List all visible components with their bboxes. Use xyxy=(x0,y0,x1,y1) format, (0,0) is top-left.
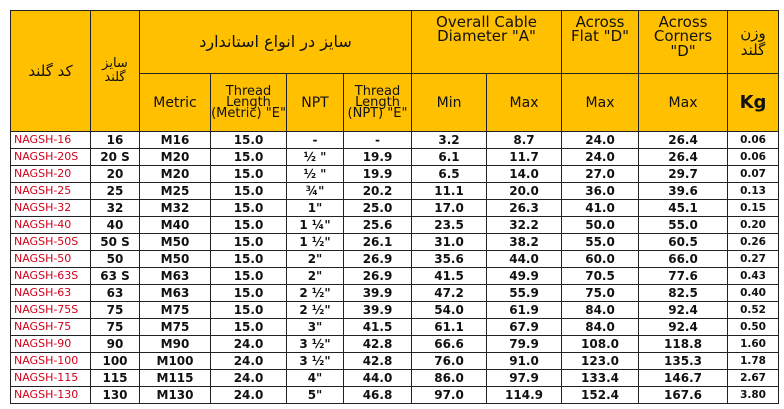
metric-cell: M130 xyxy=(140,387,211,404)
metric-cell: M115 xyxy=(140,370,211,387)
across-corners-max-cell: 39.6 xyxy=(639,183,728,200)
thread-length-npt-cell: 44.0 xyxy=(344,370,412,387)
diameter-min-cell: 54.0 xyxy=(412,302,487,319)
spec-table-container xyxy=(10,10,779,404)
gland-size-cell: 75 xyxy=(91,319,140,336)
diameter-max-cell: 14.0 xyxy=(487,166,562,183)
across-corners-max-cell: 146.7 xyxy=(639,370,728,387)
header-thread-length-npt-label: Thread Length (NPT) "E" xyxy=(347,83,408,122)
weight-kg-cell: 1.78 xyxy=(728,353,779,370)
table-row xyxy=(11,268,779,285)
across-flat-max-cell: 24.0 xyxy=(562,132,639,149)
across-corners-max-cell: 135.3 xyxy=(639,353,728,370)
thread-length-metric-cell: 15.0 xyxy=(211,285,287,302)
metric-cell: M63 xyxy=(140,268,211,285)
thread-length-npt-cell: 39.9 xyxy=(344,285,412,302)
gland-code-cell: NAGSH-100 xyxy=(11,353,91,370)
across-flat-max-cell: 36.0 xyxy=(562,183,639,200)
gland-size-cell: 115 xyxy=(91,370,140,387)
diameter-max-cell: 61.9 xyxy=(487,302,562,319)
gland-size-cell: 50 xyxy=(91,251,140,268)
weight-kg-cell: 0.27 xyxy=(728,251,779,268)
weight-kg-cell: 1.60 xyxy=(728,336,779,353)
diameter-min-cell: 41.5 xyxy=(412,268,487,285)
table-row xyxy=(11,132,779,149)
thread-length-npt-cell: 20.2 xyxy=(344,183,412,200)
thread-length-npt-cell: 26.1 xyxy=(344,234,412,251)
table-row xyxy=(11,149,779,166)
diameter-max-cell: 44.0 xyxy=(487,251,562,268)
thread-length-metric-cell: 24.0 xyxy=(211,353,287,370)
diameter-max-cell: 55.9 xyxy=(487,285,562,302)
diameter-max-cell: 67.9 xyxy=(487,319,562,336)
header-kg: Kg xyxy=(728,74,779,132)
gland-code-cell: NAGSH-63S xyxy=(11,268,91,285)
metric-cell: M20 xyxy=(140,149,211,166)
across-corners-max-cell: 92.4 xyxy=(639,319,728,336)
header-max-diameter: Max xyxy=(487,74,562,132)
thread-length-metric-cell: 15.0 xyxy=(211,319,287,336)
header-min: Min xyxy=(412,74,487,132)
across-corners-max-cell: 60.5 xyxy=(639,234,728,251)
header-max-flat: Max xyxy=(562,74,639,132)
diameter-min-cell: 61.1 xyxy=(412,319,487,336)
across-corners-max-cell: 77.6 xyxy=(639,268,728,285)
gland-size-cell: 63 S xyxy=(91,268,140,285)
table-row xyxy=(11,166,779,183)
across-flat-max-cell: 133.4 xyxy=(562,370,639,387)
thread-length-metric-cell: 24.0 xyxy=(211,387,287,404)
across-flat-max-cell: 27.0 xyxy=(562,166,639,183)
diameter-max-cell: 26.3 xyxy=(487,200,562,217)
header-across-corners-label: Across Corners "D" xyxy=(653,13,713,60)
header-weight-label: وزن گلند xyxy=(740,23,766,59)
diameter-max-cell: 32.2 xyxy=(487,217,562,234)
weight-kg-cell: 0.13 xyxy=(728,183,779,200)
gland-size-cell: 75 xyxy=(91,302,140,319)
thread-length-npt-cell: 19.9 xyxy=(344,149,412,166)
thread-length-metric-cell: 15.0 xyxy=(211,268,287,285)
header-weight xyxy=(728,11,779,74)
gland-size-cell: 16 xyxy=(91,132,140,149)
metric-cell: M16 xyxy=(140,132,211,149)
gland-size-cell: 100 xyxy=(91,353,140,370)
weight-kg-cell: 0.20 xyxy=(728,217,779,234)
header-thread-length-metric-label: Thread Length (Metric) "E" xyxy=(211,83,286,122)
across-flat-max-cell: 24.0 xyxy=(562,149,639,166)
across-corners-max-cell: 26.4 xyxy=(639,149,728,166)
gland-size-cell: 130 xyxy=(91,387,140,404)
across-corners-max-cell: 66.0 xyxy=(639,251,728,268)
diameter-min-cell: 31.0 xyxy=(412,234,487,251)
diameter-min-cell: 97.0 xyxy=(412,387,487,404)
header-across-flat xyxy=(562,11,639,74)
gland-code-cell: NAGSH-75 xyxy=(11,319,91,336)
header-thread-length-npt xyxy=(344,74,412,132)
weight-kg-cell: 0.26 xyxy=(728,234,779,251)
diameter-min-cell: 6.1 xyxy=(412,149,487,166)
metric-cell: M63 xyxy=(140,285,211,302)
header-overall-cable-diameter xyxy=(412,11,562,74)
npt-cell: ½ " xyxy=(287,149,344,166)
metric-cell: M90 xyxy=(140,336,211,353)
npt-cell: 1 ½" xyxy=(287,234,344,251)
thread-length-metric-cell: 15.0 xyxy=(211,217,287,234)
thread-length-npt-cell: - xyxy=(344,132,412,149)
diameter-max-cell: 97.9 xyxy=(487,370,562,387)
gland-size-cell: 63 xyxy=(91,285,140,302)
thread-length-npt-cell: 39.9 xyxy=(344,302,412,319)
gland-size-cell: 50 S xyxy=(91,234,140,251)
gland-size-cell: 40 xyxy=(91,217,140,234)
diameter-max-cell: 8.7 xyxy=(487,132,562,149)
table-row xyxy=(11,319,779,336)
weight-kg-cell: 0.06 xyxy=(728,132,779,149)
diameter-max-cell: 91.0 xyxy=(487,353,562,370)
header-thread-length-metric xyxy=(211,74,287,132)
diameter-max-cell: 49.9 xyxy=(487,268,562,285)
header-across-corners xyxy=(639,11,728,74)
metric-cell: M32 xyxy=(140,200,211,217)
gland-size-cell: 90 xyxy=(91,336,140,353)
diameter-min-cell: 76.0 xyxy=(412,353,487,370)
npt-cell: - xyxy=(287,132,344,149)
thread-length-npt-cell: 42.8 xyxy=(344,336,412,353)
thread-length-npt-cell: 41.5 xyxy=(344,319,412,336)
metric-cell: M75 xyxy=(140,319,211,336)
diameter-min-cell: 66.6 xyxy=(412,336,487,353)
gland-code-cell: NAGSH-130 xyxy=(11,387,91,404)
header-metric: Metric xyxy=(140,74,211,132)
gland-code-cell: NAGSH-115 xyxy=(11,370,91,387)
thread-length-metric-cell: 15.0 xyxy=(211,132,287,149)
thread-length-npt-cell: 26.9 xyxy=(344,251,412,268)
table-row xyxy=(11,353,779,370)
weight-kg-cell: 0.52 xyxy=(728,302,779,319)
gland-size-cell: 25 xyxy=(91,183,140,200)
thread-length-metric-cell: 24.0 xyxy=(211,370,287,387)
gland-code-cell: NAGSH-20 xyxy=(11,166,91,183)
thread-length-metric-cell: 15.0 xyxy=(211,234,287,251)
diameter-min-cell: 17.0 xyxy=(412,200,487,217)
across-flat-max-cell: 55.0 xyxy=(562,234,639,251)
diameter-max-cell: 114.9 xyxy=(487,387,562,404)
weight-kg-cell: 2.67 xyxy=(728,370,779,387)
metric-cell: M20 xyxy=(140,166,211,183)
gland-size-cell: 20 xyxy=(91,166,140,183)
weight-kg-cell: 3.80 xyxy=(728,387,779,404)
npt-cell: 3" xyxy=(287,319,344,336)
across-corners-max-cell: 118.8 xyxy=(639,336,728,353)
across-flat-max-cell: 50.0 xyxy=(562,217,639,234)
gland-size-cell: 32 xyxy=(91,200,140,217)
gland-code-cell: NAGSH-20S xyxy=(11,149,91,166)
across-flat-max-cell: 123.0 xyxy=(562,353,639,370)
npt-cell: 1 ¼" xyxy=(287,217,344,234)
across-corners-max-cell: 55.0 xyxy=(639,217,728,234)
across-flat-max-cell: 60.0 xyxy=(562,251,639,268)
table-row xyxy=(11,370,779,387)
gland-code-cell: NAGSH-50S xyxy=(11,234,91,251)
gland-code-cell: NAGSH-75S xyxy=(11,302,91,319)
metric-cell: M25 xyxy=(140,183,211,200)
table-row xyxy=(11,234,779,251)
weight-kg-cell: 0.50 xyxy=(728,319,779,336)
across-flat-max-cell: 84.0 xyxy=(562,319,639,336)
header-overall-cable-diameter-label: Overall Cable Diameter "A" xyxy=(436,13,538,46)
diameter-min-cell: 6.5 xyxy=(412,166,487,183)
table-row xyxy=(11,387,779,404)
diameter-min-cell: 23.5 xyxy=(412,217,487,234)
across-corners-max-cell: 92.4 xyxy=(639,302,728,319)
thread-length-metric-cell: 15.0 xyxy=(211,149,287,166)
across-flat-max-cell: 108.0 xyxy=(562,336,639,353)
thread-length-npt-cell: 19.9 xyxy=(344,166,412,183)
across-corners-max-cell: 82.5 xyxy=(639,285,728,302)
weight-kg-cell: 0.06 xyxy=(728,149,779,166)
thread-length-npt-cell: 25.6 xyxy=(344,217,412,234)
npt-cell: 2" xyxy=(287,251,344,268)
thread-length-npt-cell: 46.8 xyxy=(344,387,412,404)
across-flat-max-cell: 41.0 xyxy=(562,200,639,217)
gland-code-cell: NAGSH-16 xyxy=(11,132,91,149)
metric-cell: M100 xyxy=(140,353,211,370)
diameter-max-cell: 11.7 xyxy=(487,149,562,166)
gland-code-cell: NAGSH-40 xyxy=(11,217,91,234)
across-flat-max-cell: 75.0 xyxy=(562,285,639,302)
table-row xyxy=(11,251,779,268)
diameter-max-cell: 38.2 xyxy=(487,234,562,251)
gland-code-cell: NAGSH-63 xyxy=(11,285,91,302)
diameter-min-cell: 47.2 xyxy=(412,285,487,302)
across-flat-max-cell: 70.5 xyxy=(562,268,639,285)
npt-cell: 3 ½" xyxy=(287,336,344,353)
cable-gland-spec-table xyxy=(10,10,779,404)
header-standard-size: سایز در انواع استاندارد xyxy=(140,11,412,74)
header-gland-code: کد گلند xyxy=(11,11,91,132)
header-gland-size xyxy=(91,11,140,132)
across-flat-max-cell: 152.4 xyxy=(562,387,639,404)
npt-cell: 4" xyxy=(287,370,344,387)
thread-length-metric-cell: 15.0 xyxy=(211,183,287,200)
thread-length-metric-cell: 15.0 xyxy=(211,302,287,319)
header-across-flat-label: Across Flat "D" xyxy=(571,13,630,46)
diameter-min-cell: 35.6 xyxy=(412,251,487,268)
thread-length-npt-cell: 26.9 xyxy=(344,268,412,285)
gland-code-cell: NAGSH-50 xyxy=(11,251,91,268)
npt-cell: 3 ½" xyxy=(287,353,344,370)
npt-cell: ¾" xyxy=(287,183,344,200)
gland-size-cell: 20 S xyxy=(91,149,140,166)
table-row xyxy=(11,285,779,302)
npt-cell: 2 ½" xyxy=(287,302,344,319)
npt-cell: 2" xyxy=(287,268,344,285)
table-header xyxy=(11,11,779,132)
metric-cell: M75 xyxy=(140,302,211,319)
table-row xyxy=(11,302,779,319)
header-npt: NPT xyxy=(287,74,344,132)
header-gland-size-label: سایز گلند xyxy=(102,55,128,85)
metric-cell: M50 xyxy=(140,234,211,251)
across-corners-max-cell: 26.4 xyxy=(639,132,728,149)
metric-cell: M40 xyxy=(140,217,211,234)
weight-kg-cell: 0.43 xyxy=(728,268,779,285)
header-max-corners: Max xyxy=(639,74,728,132)
npt-cell: 2 ½" xyxy=(287,285,344,302)
metric-cell: M50 xyxy=(140,251,211,268)
diameter-min-cell: 11.1 xyxy=(412,183,487,200)
gland-code-cell: NAGSH-32 xyxy=(11,200,91,217)
npt-cell: 5" xyxy=(287,387,344,404)
npt-cell: 1" xyxy=(287,200,344,217)
table-row xyxy=(11,336,779,353)
thread-length-metric-cell: 15.0 xyxy=(211,166,287,183)
thread-length-npt-cell: 42.8 xyxy=(344,353,412,370)
thread-length-metric-cell: 15.0 xyxy=(211,200,287,217)
across-corners-max-cell: 45.1 xyxy=(639,200,728,217)
thread-length-metric-cell: 24.0 xyxy=(211,336,287,353)
diameter-max-cell: 79.9 xyxy=(487,336,562,353)
weight-kg-cell: 0.40 xyxy=(728,285,779,302)
table-row xyxy=(11,217,779,234)
across-corners-max-cell: 29.7 xyxy=(639,166,728,183)
table-row xyxy=(11,200,779,217)
npt-cell: ½ " xyxy=(287,166,344,183)
table-body xyxy=(11,132,779,404)
gland-code-cell: NAGSH-90 xyxy=(11,336,91,353)
weight-kg-cell: 0.15 xyxy=(728,200,779,217)
across-flat-max-cell: 84.0 xyxy=(562,302,639,319)
diameter-max-cell: 20.0 xyxy=(487,183,562,200)
thread-length-npt-cell: 25.0 xyxy=(344,200,412,217)
diameter-min-cell: 86.0 xyxy=(412,370,487,387)
thread-length-metric-cell: 15.0 xyxy=(211,251,287,268)
diameter-min-cell: 3.2 xyxy=(412,132,487,149)
gland-code-cell: NAGSH-25 xyxy=(11,183,91,200)
table-row xyxy=(11,183,779,200)
weight-kg-cell: 0.07 xyxy=(728,166,779,183)
across-corners-max-cell: 167.6 xyxy=(639,387,728,404)
